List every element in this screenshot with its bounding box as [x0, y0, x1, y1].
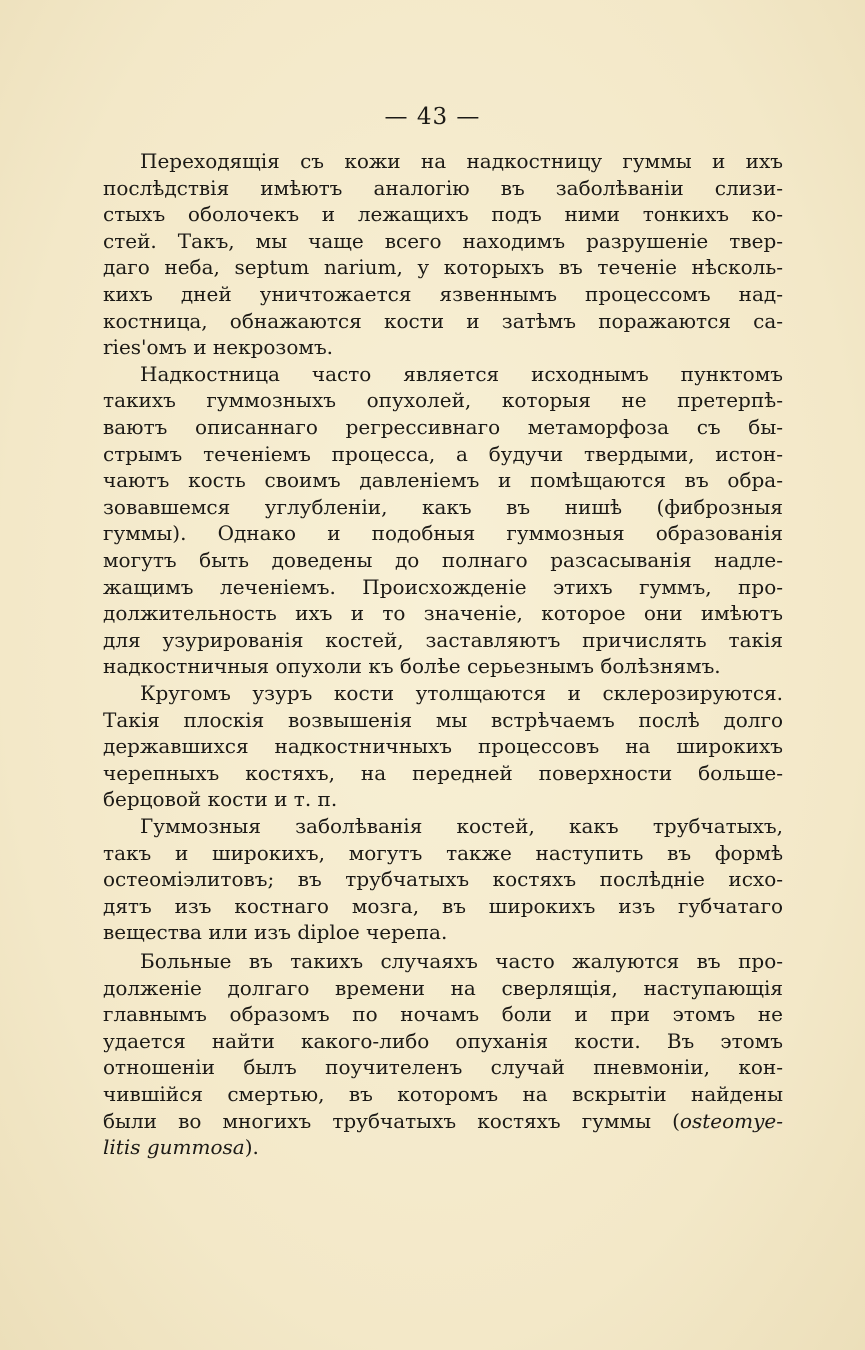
paragraph-5-line-8: litis gummosa).	[103, 1135, 259, 1160]
paragraph-1-line-1: Переходящія съ кожи на надкостницу гуммы и ихъ	[140, 149, 783, 173]
paragraph-3-line-2: Такія плоскія возвышенія мы встрѣчаемъ послѣ долго	[103, 707, 783, 732]
paragraph-4-line-2: такъ и широкихъ, могутъ также наступить въ формѣ	[103, 840, 783, 865]
paragraph-2-line-11: для узурированія костей, заставляютъ причислять такія	[103, 627, 783, 652]
paragraph-4-line-5: вещества или изъ diploe черепа.	[103, 920, 448, 945]
paragraph-5-line-2: долженіе долгаго времени на сверлящія, наступающія	[103, 975, 783, 1000]
paragraph-2-line-3: ваютъ описаннаго регрессивнаго метаморфоза съ бы-	[103, 415, 783, 439]
paragraph-4-line-4: дятъ изъ костнаго мозга, въ широкихъ изъ губчатаго	[103, 893, 783, 918]
paragraph-5-line-4: удается найти какого-либо опуханія кости. Въ этомъ	[103, 1028, 783, 1053]
paragraph-5-line-6: чившійся смертью, въ которомъ на вскрытіи найдены	[103, 1082, 783, 1106]
page-number: — 43 —	[384, 104, 481, 130]
paragraph-5-line-5: отношеніи былъ поучителенъ случай пневмоніи, кон-	[103, 1055, 783, 1080]
paragraph-3-line-5: берцовой кости и т. п.	[103, 787, 338, 812]
paragraph-3-line-1: Кругомъ узуръ кости утолщаются и склерозируются.	[140, 681, 783, 705]
paragraph-4-line-1: Гуммозныя заболѣванія костей, какъ трубчатыхъ,	[140, 814, 783, 838]
paragraph-1-line-2: послѣдствія имѣютъ аналогію въ заболѣваніи слизи-	[103, 175, 783, 200]
paragraph-5-line-7: были во многихъ трубчатыхъ костяхъ гуммы (osteomye-	[103, 1108, 783, 1133]
paragraph-2-line-4: стрымъ теченіемъ процесса, а будучи твердыми, истон-	[103, 441, 783, 466]
paragraph-2-line-6: зовавшемся углубленіи, какъ въ нишѣ (фиброзныя	[103, 494, 783, 519]
paragraph-1-line-7: костница, обнажаются кости и затѣмъ поражаются ca-	[103, 308, 783, 333]
paragraph-5-line-1: Больные въ такихъ случаяхъ часто жалуются въ про-	[140, 949, 783, 973]
paragraph-3-line-4: черепныхъ костяхъ, на передней поверхности больше-	[103, 760, 783, 785]
paragraph-1-line-6: кихъ дней уничтожается язвеннымъ процессомъ над-	[103, 282, 783, 306]
paragraph-5-line-3: главнымъ образомъ по ночамъ боли и при этомъ не	[103, 1002, 783, 1027]
paragraph-2-line-12: надкостничныя опухоли къ болѣе серьезнымъ болѣзнямъ.	[103, 654, 721, 679]
paragraph-2-line-8: могутъ быть доведены до полнаго разсасыванія надле-	[103, 548, 783, 572]
paragraph-2-line-1: Надкостница часто является исходнымъ пунктомъ	[140, 361, 783, 386]
paragraph-3-line-3: державшихся надкостничныхъ процессовъ на широкихъ	[103, 734, 783, 759]
paragraph-4-line-3: остеоміэлитовъ; въ трубчатыхъ костяхъ послѣдніе исхо-	[103, 867, 783, 892]
paragraph-2-line-7: гуммы). Однако и подобныя гуммозныя образованія	[103, 521, 783, 546]
paragraph-1-line-8: ries'омъ и некрозомъ.	[103, 335, 334, 360]
paragraph-2-line-9: жащимъ леченіемъ. Происхожденіе этихъ гуммъ, про-	[103, 574, 783, 599]
paragraph-2-line-2: такихъ гуммозныхъ опухолей, которыя не претерпѣ-	[103, 388, 783, 413]
paragraph-1-line-4: стей. Такъ, мы чаще всего находимъ разрушеніе твер-	[103, 228, 783, 253]
paragraph-2-line-10: должительность ихъ и то значеніе, которое они имѣютъ	[103, 601, 783, 626]
paragraph-2-line-5: чаютъ кость своимъ давленіемъ и помѣщаются въ обра-	[103, 468, 783, 493]
paragraph-1-line-3: стыхъ оболочекъ и лежащихъ подъ ними тонкихъ ко-	[103, 202, 783, 227]
paragraph-1-line-5: даго неба, septum narium, у которыхъ въ теченіе нѣсколь-	[103, 255, 783, 280]
